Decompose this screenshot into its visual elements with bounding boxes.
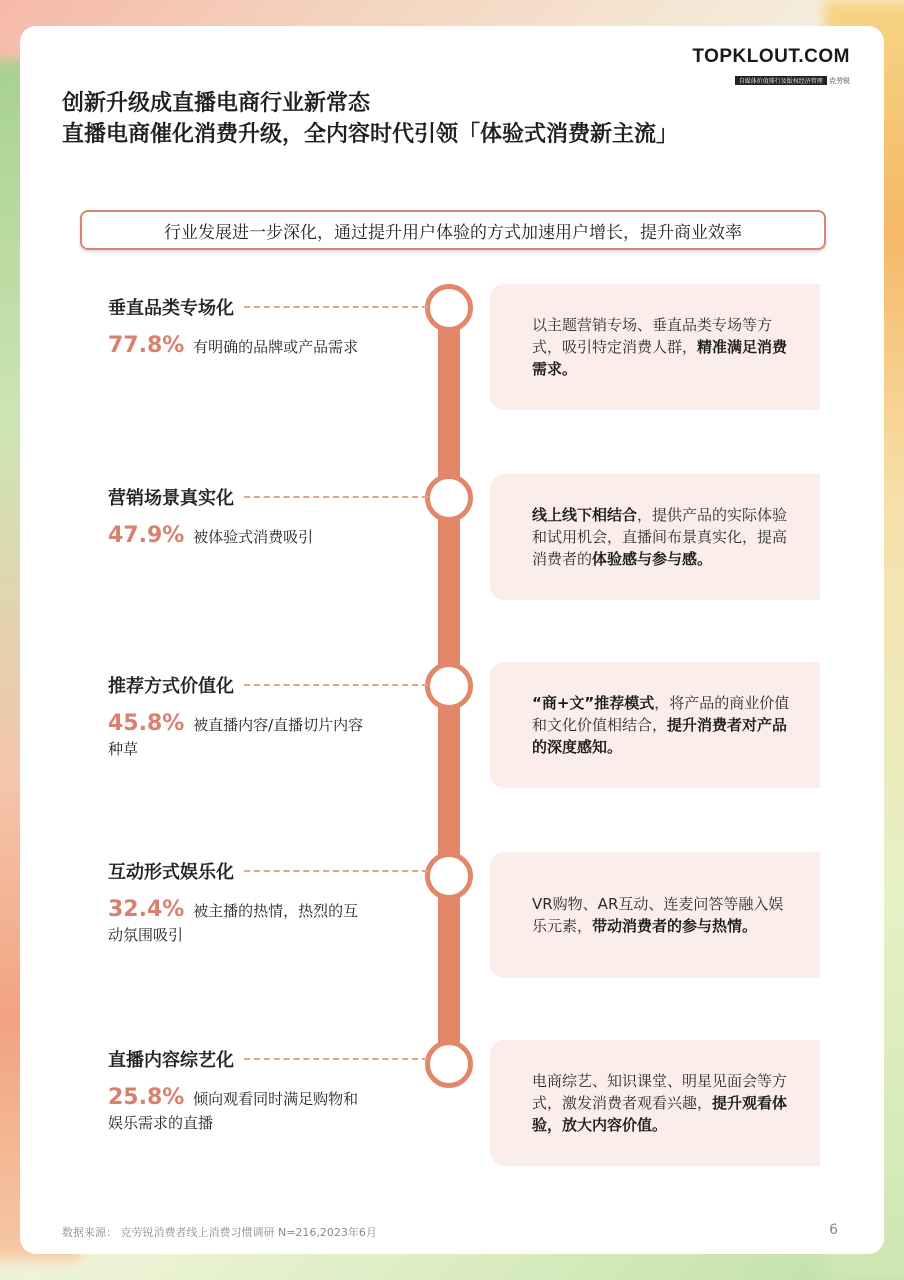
item-stat-text: 被主播的热情，热烈的互动氛围吸引 [108,902,359,944]
description-emphasis: 精准满足消费需求。 [532,338,788,378]
item-description-box [490,662,820,788]
dashed-connector [244,306,428,308]
item-head [108,1046,428,1072]
item-stat-text: 被体验式消费吸引 [193,528,314,546]
item-label: 垂直品类专场化 [108,298,234,319]
item-stat [108,524,428,549]
item-stat [108,898,368,947]
content-card [20,26,884,1254]
item-left-4 [108,858,428,947]
description-emphasis: 体验感与参与感。 [592,550,713,568]
item-percent: 32.4% [108,897,185,922]
item-stat-text: 倾向观看同时满足购物和娱乐需求的直播 [108,1090,359,1132]
title-line-2: 直播电商催化消费升级，全内容时代引领「体验式消费新主流」 [62,122,679,147]
description-text: 电商综艺、知识课堂、明星见面会等方式，激发消费者观看兴趣， [532,1072,788,1112]
data-source-note: 数据来源： 克劳锐消费者线上消费习惯调研 N=216,2023年6月 [62,1226,377,1239]
item-description [532,504,798,570]
description-emphasis: 提升观看体验，放大内容价值。 [532,1094,788,1134]
description-text: 以主题营销专场、垂直品类专场等方式，吸引特定消费人群， [532,316,773,356]
item-stat-text: 有明确的品牌或产品需求 [193,338,359,356]
dashed-connector [244,1058,428,1060]
description-emphasis: 带动消费者的参与热情。 [592,917,758,935]
description-text: VR购物、AR互动、连麦问答等融入娱乐元素， [532,895,784,935]
item-left-5 [108,1046,428,1135]
item-head [108,672,428,698]
page-title [62,88,678,150]
brand-logo [692,46,850,87]
logo-tagline: 自媒体价值排行及版权经济管理 [735,76,827,85]
dashed-connector [244,496,428,498]
item-label: 推荐方式价值化 [108,676,234,697]
item-head [108,484,428,510]
logo-tagline-row [735,76,850,86]
timeline-node [425,1040,473,1088]
description-text: ，提供产品的实际体验和试用机会，直播间布景真实化，提高消费者的 [532,506,788,568]
timeline-node [425,852,473,900]
dashed-connector [244,870,428,872]
item-left-1 [108,294,428,359]
timeline-node [425,474,473,522]
description-emphasis: 线上线下相结合 [532,506,638,524]
item-percent: 47.9% [108,523,185,548]
item-left-3 [108,672,428,761]
item-label: 直播内容综艺化 [108,1050,234,1071]
item-description [532,1070,798,1136]
item-stat-text: 被直播内容/直播切片内容种草 [108,716,364,758]
item-description-box [490,1040,820,1166]
item-description-box [490,284,820,410]
item-description [532,314,798,380]
logo-text: TOPKLOUT.COM [692,46,850,67]
item-percent: 25.8% [108,1085,185,1110]
subtitle-banner: 行业发展进一步深化，通过提升用户体验的方式加速用户增长，提升商业效率 [80,210,826,250]
item-percent: 77.8% [108,333,185,358]
item-description-box [490,852,820,978]
timeline-node [425,284,473,332]
item-stat [108,712,368,761]
item-label: 营销场景真实化 [108,488,234,509]
item-head [108,858,428,884]
title-line-1: 创新升级成直播电商行业新常态 [62,91,371,116]
item-head [108,294,428,320]
logo-brand: 克劳锐 [829,77,850,85]
item-stat [108,334,428,359]
item-stat [108,1086,368,1135]
timeline-node [425,662,473,710]
item-description-box [490,474,820,600]
item-description [532,893,798,937]
description-emphasis: 提升消费者对产品的深度感知。 [532,716,788,756]
page-number: 6 [829,1222,838,1238]
item-description [532,692,798,758]
description-text: ，将产品的商业价值和文化价值相结合， [532,694,790,734]
item-label: 互动形式娱乐化 [108,862,234,883]
description-emphasis: “商+文”推荐模式 [532,694,655,712]
item-left-2 [108,484,428,549]
dashed-connector [244,684,428,686]
item-percent: 45.8% [108,711,185,736]
